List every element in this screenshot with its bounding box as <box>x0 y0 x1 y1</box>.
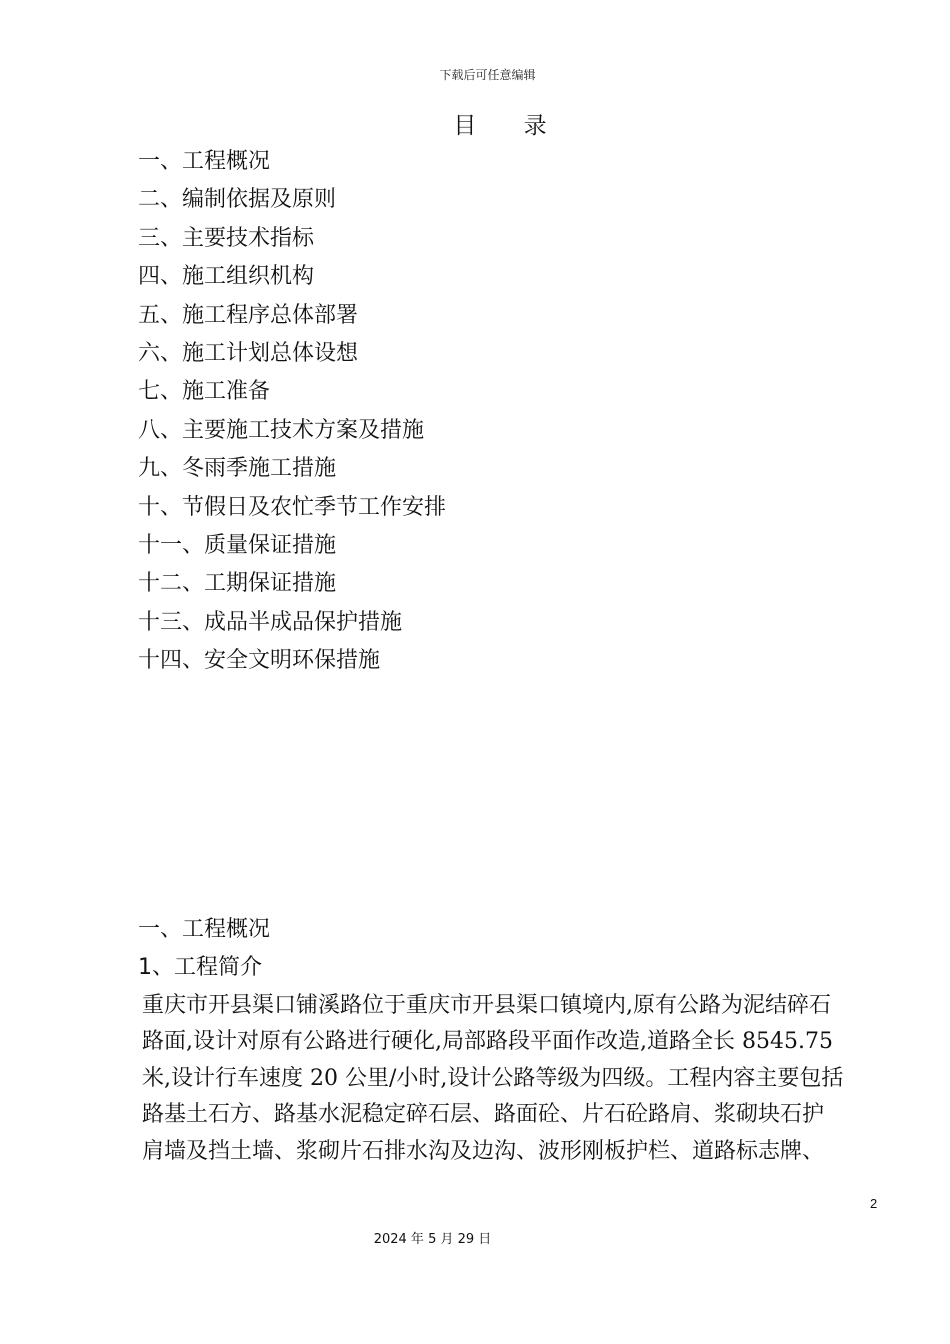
toc-item-11: 十一、质量保证措施 <box>138 532 337 558</box>
toc-item-8: 八、主要施工技术方案及措施 <box>138 417 425 443</box>
toc-item-12: 十二、工期保证措施 <box>138 571 337 597</box>
toc-item-3: 三、主要技术指标 <box>138 225 315 251</box>
table-of-contents <box>138 143 446 680</box>
toc-item-2: 二、编制依据及原则 <box>138 187 337 213</box>
toc-item-14: 十四、安全文明环保措施 <box>138 648 381 674</box>
body-line: 肩墙及挡土墙、浆砌片石排水沟及边沟、波形刚板护栏、道路标志牌、 <box>142 1138 825 1164</box>
toc-item-6: 六、施工计划总体设想 <box>138 340 359 366</box>
body-line: 重庆市开县渠口铺溪路位于重庆市开县渠口镇境内,原有公路为泥结碎石 <box>142 993 831 1018</box>
toc-item-13: 十三、成品半成品保护措施 <box>138 609 403 635</box>
section-heading: 一、工程概况 <box>138 917 271 942</box>
toc-item-1: 一、工程概况 <box>138 149 271 174</box>
toc-item-7: 七、施工准备 <box>138 379 271 405</box>
toc-item-4: 四、施工组织机构 <box>138 264 315 290</box>
toc-item-10: 十、节假日及农忙季节工作安排 <box>138 494 447 520</box>
body-paragraph <box>142 988 843 1170</box>
body-line: 米,设计行车速度 20 公里/小时,设计公路等级为四级。工程内容主要包括 <box>142 1065 844 1091</box>
toc-item-9: 九、冬雨季施工措施 <box>138 456 337 482</box>
toc-item-5: 五、施工程序总体部署 <box>138 302 359 328</box>
sub-heading: 1、工程简介 <box>138 955 262 980</box>
body-line: 路基土石方、路基水泥稳定碎石层、路面砼、片石砼路肩、浆砌块石护 <box>142 1102 825 1128</box>
page-number: 2 <box>870 1196 878 1211</box>
toc-title: 目 录 <box>453 113 567 139</box>
header-note: 下载后可任意编辑 <box>439 68 536 82</box>
footer-date: 2024 年 5 月 29 日 <box>373 1232 492 1247</box>
body-line: 路面,设计对原有公路进行硬化,局部路段平面作改造,道路全长 8545.75 <box>142 1029 833 1055</box>
